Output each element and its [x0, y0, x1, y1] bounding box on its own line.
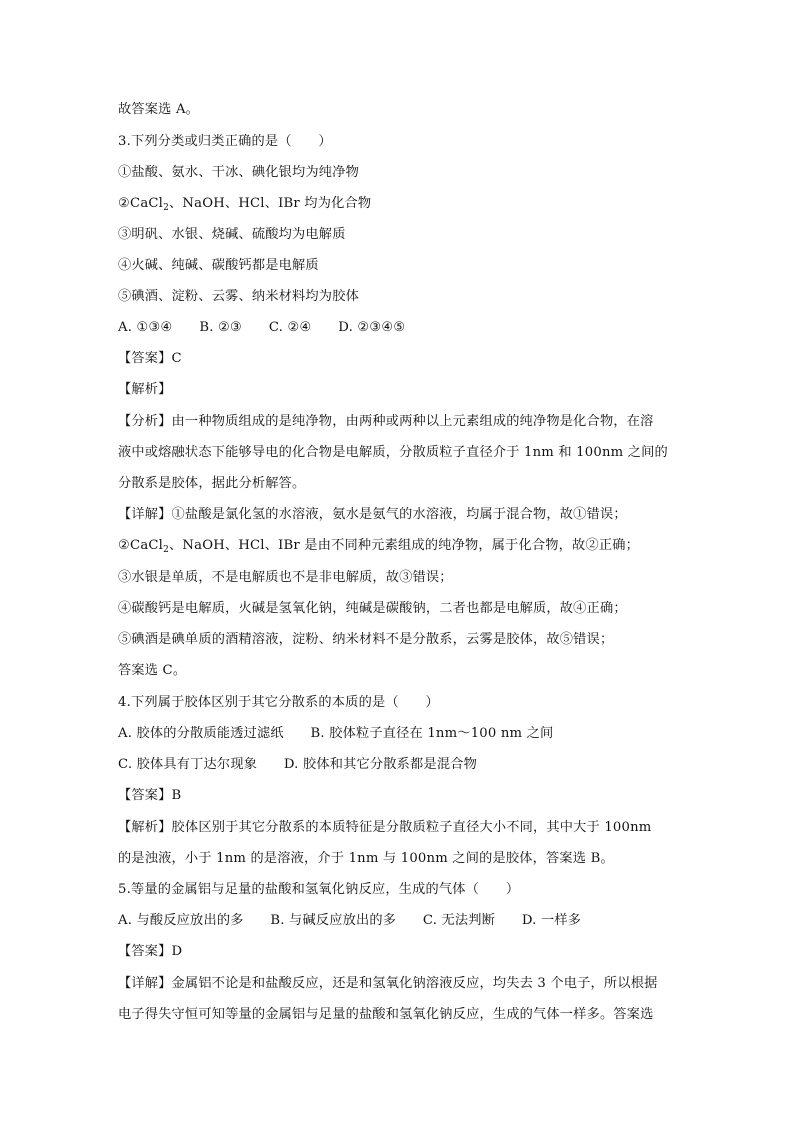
question-4-options: C. 胶体具有丁达尔现象 D. 胶体和其它分散系都是混合物 [118, 757, 477, 772]
text-line: 的是浊液，小于 1nm 的是溶液，介于 1nm 与 100nm 之间的是胶体，答案选 B。 [118, 851, 614, 866]
text-line: 液中或熔融状态下能够导电的化合物是电解质，分散质粒子直径介于 1nm 和 100nm 之间的 [118, 445, 668, 460]
text-line: ④火碱、纯碱、碳酸钙都是电解质 [118, 258, 319, 273]
answer-label: 【答案】C [118, 351, 182, 366]
answer-label: 【答案】B [118, 788, 182, 803]
question-3-options: A. ①③④ B. ②③ C. ②④ D. ②③④⑤ [118, 320, 406, 335]
analysis-label: 【解析】 [118, 382, 172, 397]
text-line: 电子得失守恒可知等量的金属铝与足量的盐酸和氢氧化钠反应，生成的气体一样多。答案选 [118, 1007, 654, 1022]
text-segment: 、NaOH、HCl、IBr 均为化合物 [169, 196, 372, 211]
answer-label: 【答案】D [118, 944, 183, 959]
question-5-stem: 5.等量的金属铝与足量的盐酸和氢氧化钠反应，生成的气体（ ） [118, 882, 520, 897]
text-segment: 、NaOH、HCl、IBr 是由不同种元素组成的纯净物，属于化合物，故②正确； [169, 538, 639, 553]
question-4-options: A. 胶体的分散质能透过滤纸 B. 胶体粒子直径在 1nm～100 nm 之间 [118, 726, 554, 741]
text-line: 故答案选 A。 [118, 102, 200, 117]
text-line: 【详解】①盐酸是氯化氢的水溶液，氨水是氨气的水溶液，均属于混合物，故①错误； [118, 507, 627, 522]
text-segment: ②CaCl [118, 538, 164, 553]
text-line: 【分析】由一种物质组成的是纯净物，由两种或两种以上元素组成的纯净物是化合物，在溶 [118, 414, 654, 429]
text-line: ③水银是单质，不是电解质也不是非电解质，故③错误； [118, 570, 453, 585]
subscript: 2 [163, 203, 170, 213]
text-line: 答案选 C。 [118, 663, 187, 678]
question-4-stem: 4.下列属于胶体区别于其它分散系的本质的是（ ） [118, 695, 439, 710]
text-line: 【详解】金属铝不论是和盐酸反应，还是和氢氧化钠溶液反应，均失去 3 个电子，所以根据 [118, 976, 658, 991]
text-line: ③明矾、水银、烧碱、硫酸均为电解质 [118, 227, 346, 242]
text-line [118, 194, 678, 218]
text-line: ④碳酸钙是电解质，火碱是氢氧化钠，纯碱是碳酸钠，二者也都是电解质，故④正确； [118, 601, 627, 616]
text-line [118, 536, 678, 560]
text-segment: ②CaCl [118, 196, 164, 211]
text-line: ①盐酸、氨水、干冰、碘化银均为纯净物 [118, 165, 359, 180]
text-line: ⑤碘酒是碘单质的酒精溶液，淀粉、纳米材料不是分散系，云雾是胶体，故⑤错误； [118, 632, 614, 647]
text-line: 【解析】胶体区别于其它分散系的本质特征是分散质粒子直径大小不同，其中大于 100nm [118, 820, 652, 835]
text-line: 分散系是胶体，据此分析解答。 [118, 476, 306, 491]
subscript: 2 [163, 545, 170, 555]
question-3-stem: 3.下列分类或归类正确的是（ ） [118, 134, 332, 149]
text-line: ⑤碘酒、淀粉、云雾、纳米材料均为胶体 [118, 289, 359, 304]
question-5-options: A. 与酸反应放出的多 B. 与碱反应放出的多 C. 无法判断 D. 一样多 [118, 913, 582, 928]
